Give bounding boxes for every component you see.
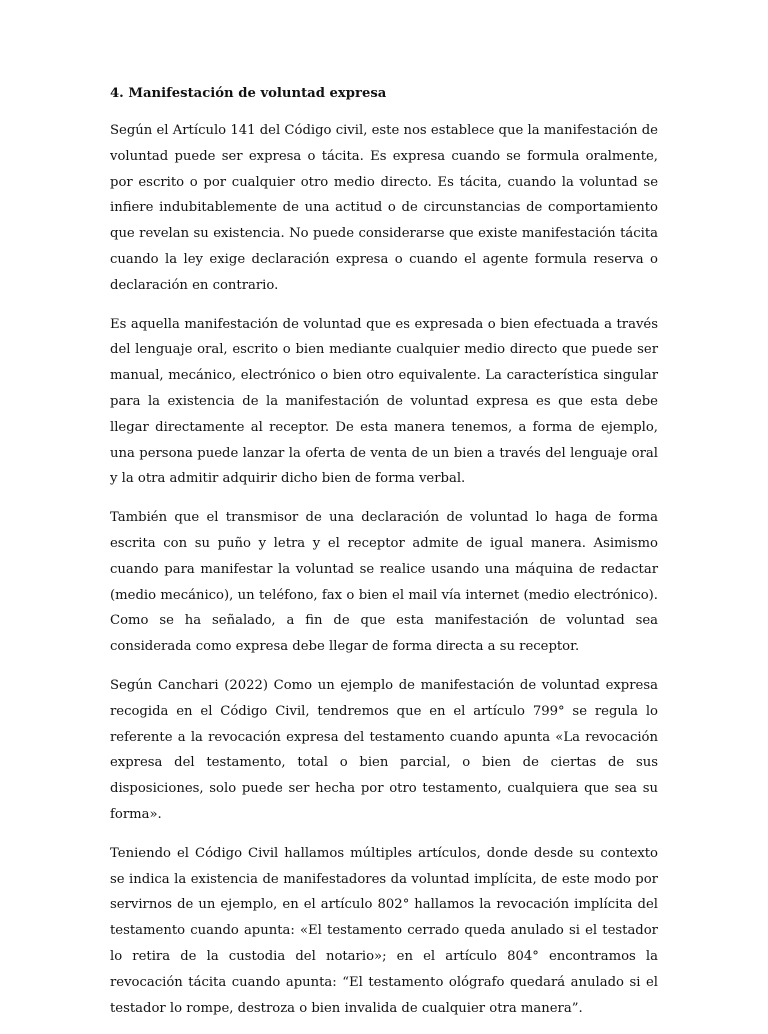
paragraph-4: Según Canchari (2022) Como un ejemplo de manifestación de voluntad expresa recogida en el Código Civil, tendremos que en el artículo 799° se regula lo referente a la revocación expresa del testamento cuando apunta «La revocación expresa del testamento, total o bien parcial, o bien de ciertas de sus disposiciones, solo puede ser hecha por otro testamento, cualquiera que sea su forma». (110, 677, 658, 822)
paragraph-2: Es aquella manifestación de voluntad que es expresada o bien efectuada a través del lenguaje oral, escrito o bien mediante cualquier medio directo que puede ser manual, mecánico, electrónico o bien otro equivalente. La característica singular para la existencia de la manifestación de voluntad expresa es que esta debe llegar directamente al receptor. De esta manera tenemos, a forma de ejemplo, una persona puede lanzar la oferta de venta de un bien a través del lenguaje oral y la otra admitir adquirir dicho bien de forma verbal. (110, 316, 658, 487)
document-body (110, 84, 658, 1034)
section-heading: 4. Manifestación de voluntad expresa (110, 86, 387, 101)
paragraph-1: Según el Artículo 141 del Código civil, este nos establece que la manifestación de voluntad puede ser expresa o tácita. Es expresa cuando se formula oralmente, por escrito o por cualquier otro medio directo. Es tácita, cuando la voluntad se infiere indubitablemente de una actitud o de circunstancias de comportamiento que revelan su existencia. No puede considerarse que existe manifestación tácita cuando la ley exige declaración expresa o cuando el agente formula reserva o declaración en contrario. (110, 123, 658, 293)
paragraph-3: También que el transmisor de una declaración de voluntad lo haga de forma escrita con su puño y letra y el receptor admite de igual manera. Asimismo cuando para manifestar la voluntad se realice usando una máquina de redactar (medio mecánico), un teléfono, fax o bien el mail vía internet (medio electrónico). Como se ha señalado, a fin de que esta manifestación de voluntad sea considerada como expresa debe llegar de forma directa a su receptor. (110, 510, 658, 655)
paragraph-5: Teniendo el Código Civil hallamos múltiples artículos, donde desde su contexto se indica la existencia de manifestadores da voluntad implícita, de este modo por servirnos de un ejemplo, en el artículo 802° hallamos la revocación implícita del testamento cuando apunta: «El testamento cerrado queda anulado si el testador lo retira de la custodia del notario»; en el artículo 804° encontramos la revocación tácita cuando apunta: “El testamento ológrafo quedará anulado si el testador lo rompe, destroza o bien invalida de cualquier otra manera”. (110, 845, 658, 1016)
